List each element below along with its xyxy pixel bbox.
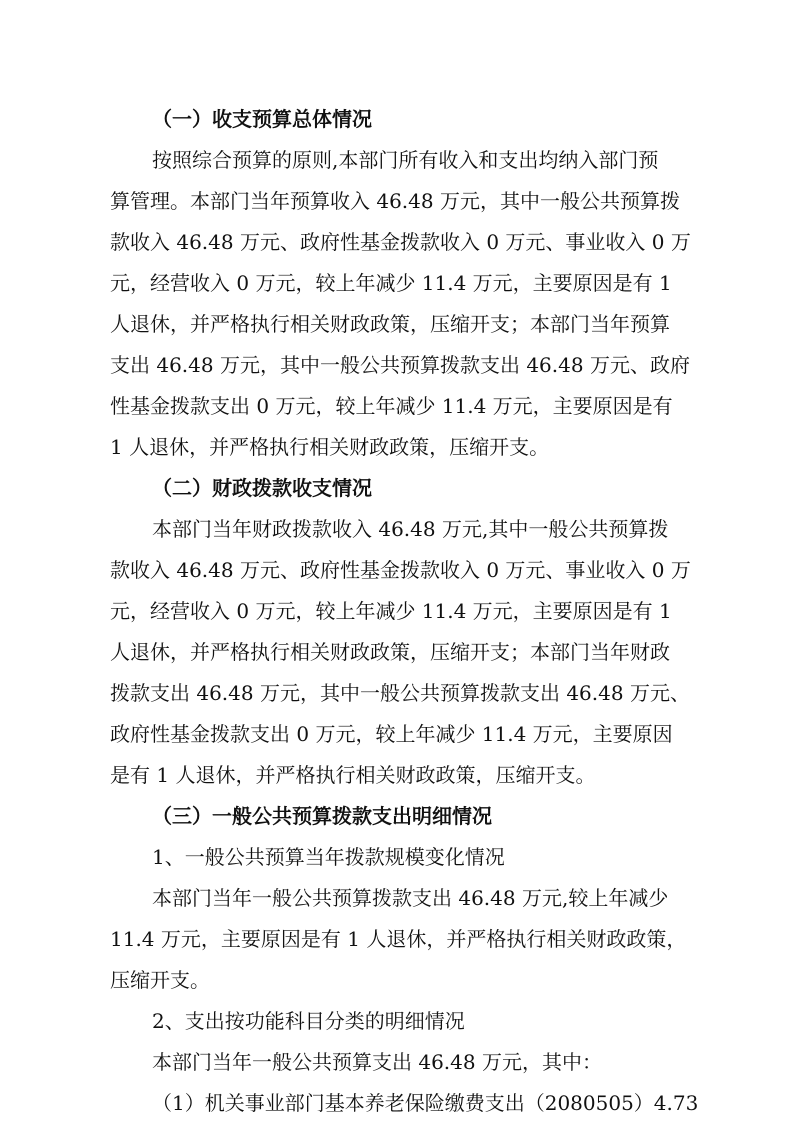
paragraph-line: （1）机关事业部门基本养老保险缴费支出（2080505）4.73 — [152, 1091, 699, 1115]
paragraph-line: 款收入 46.48 万元、政府性基金拨款收入 0 万元、事业收入 0 万 — [110, 230, 691, 254]
paragraph-line: 款收入 46.48 万元、政府性基金拨款收入 0 万元、事业收入 0 万 — [110, 558, 691, 582]
paragraph-line: 是有 1 人退休，并严格执行相关财政政策，压缩开支。 — [110, 763, 596, 787]
paragraph-line: 政府性基金拨款支出 0 万元，较上年减少 11.4 万元，主要原因 — [110, 722, 673, 746]
paragraph-line: 本部门当年一般公共预算拨款支出 46.48 万元,较上年减少 — [152, 886, 669, 910]
heading-fiscal-appropriation: （二）财政拨款收支情况 — [152, 476, 372, 500]
paragraph-line: 性基金拨款支出 0 万元，较上年减少 11.4 万元，主要原因是有 — [110, 394, 673, 418]
paragraph-line: 元，经营收入 0 万元，较上年减少 11.4 万元，主要原因是有 1 — [110, 599, 672, 623]
paragraph-line: 人退休，并严格执行相关财政政策，压缩开支；本部门当年预算 — [110, 312, 670, 336]
subheading-functional-breakdown: 2、支出按功能科目分类的明细情况 — [152, 1009, 465, 1033]
paragraph-line: 压缩开支。 — [110, 968, 210, 992]
paragraph-line: 1 人退休，并严格执行相关财政政策，压缩开支。 — [110, 435, 550, 459]
paragraph-line: 按照综合预算的原则,本部门所有收入和支出均纳入部门预 — [152, 148, 659, 172]
subheading-scale-change: 1、一般公共预算当年拨款规模变化情况 — [152, 845, 505, 869]
paragraph-line: 本部门当年一般公共预算支出 46.48 万元，其中： — [152, 1050, 602, 1074]
heading-budget-overview: （一）收支预算总体情况 — [152, 107, 372, 131]
paragraph-line: 拨款支出 46.48 万元，其中一般公共预算拨款支出 46.48 万元、 — [110, 681, 690, 705]
paragraph-line: 支出 46.48 万元，其中一般公共预算拨款支出 46.48 万元、政府 — [110, 353, 690, 377]
paragraph-line: 算管理。本部门当年预算收入 46.48 万元，其中一般公共预算拨 — [110, 189, 680, 213]
paragraph-line: 本部门当年财政拨款收入 46.48 万元,其中一般公共预算拨 — [152, 517, 669, 541]
paragraph-line: 元，经营收入 0 万元，较上年减少 11.4 万元，主要原因是有 1 — [110, 271, 672, 295]
paragraph-line: 人退休，并严格执行相关财政政策，压缩开支；本部门当年财政 — [110, 640, 670, 664]
paragraph-line: 11.4 万元，主要原因是有 1 人退休，并严格执行相关财政政策， — [110, 927, 687, 951]
heading-general-public-budget: （三）一般公共预算拨款支出明细情况 — [152, 804, 492, 828]
